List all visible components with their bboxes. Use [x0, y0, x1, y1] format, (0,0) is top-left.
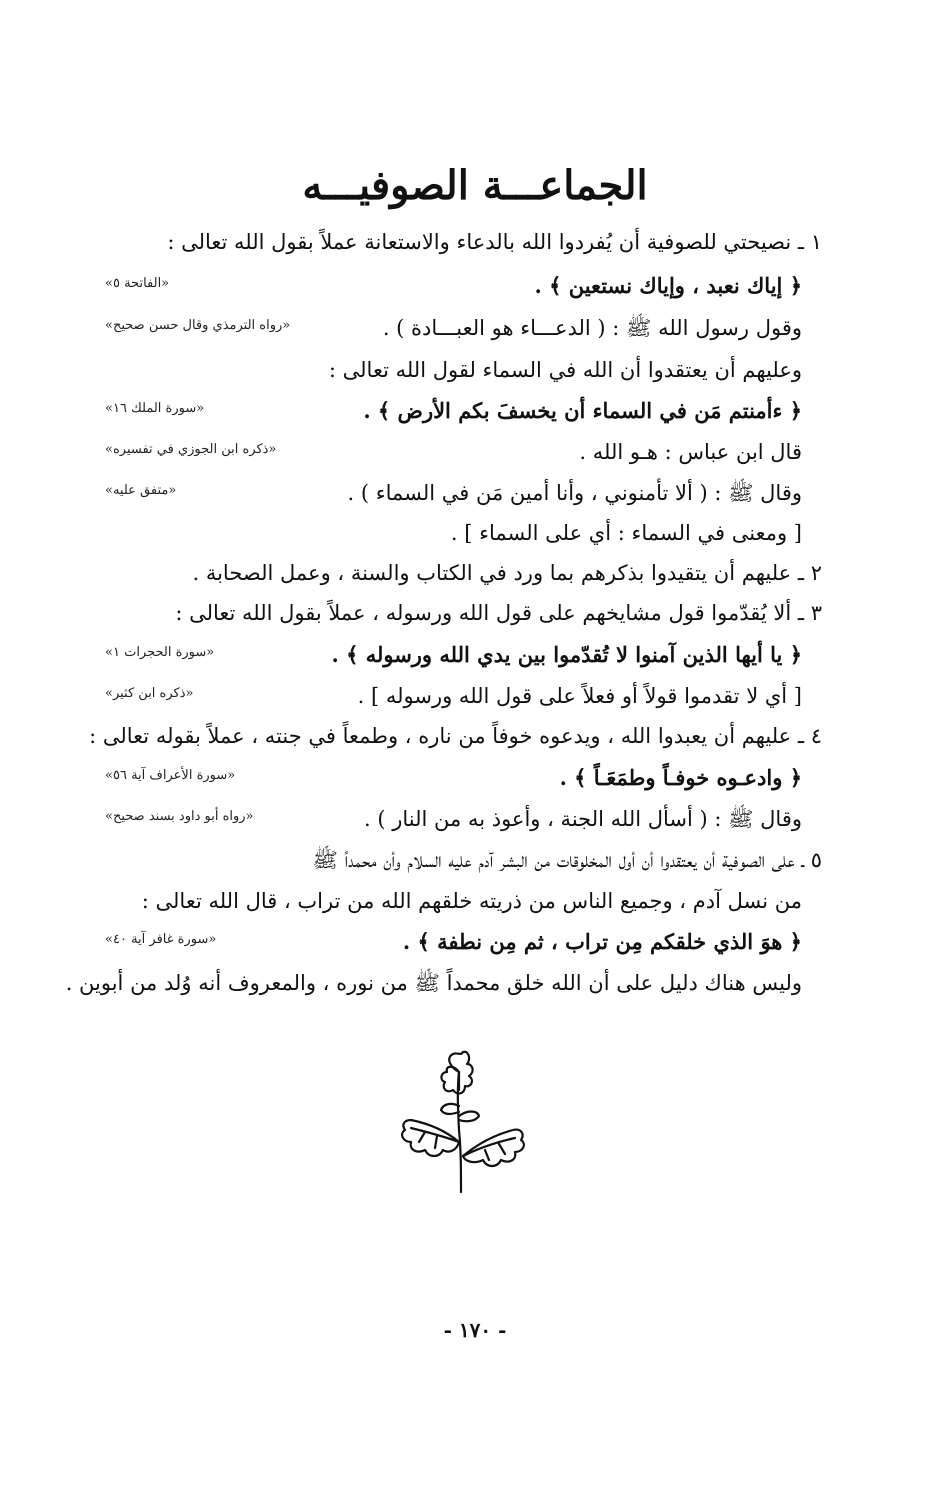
quran-verse-line: ﴿ هوَ الذي خلقكم مِن تراب ، ثم مِن نطفة ﴾ . — [402, 929, 802, 954]
quran-verse-line: ﴿ يا أيها الذين آمنوا لا تُقدّموا بين يدي الله ورسوله ﴾ . — [331, 642, 802, 667]
hadith-line: وقال ﷺ : ( أسأل الله الجنة ، وأعوذ به من النار ) . — [364, 807, 802, 831]
text-line: من نسل آدم ، وجميع الناس من ذريته خلقهم الله من تراب ، قال الله تعالى : — [141, 889, 802, 913]
text-line: وليس هناك دليل على أن الله خلق محمداً ﷺ من نوره ، والمعروف أنه وُلد من أبوين . — [65, 971, 802, 995]
citation-ref: «سورة غافر آية ٤٠» — [105, 932, 217, 947]
citation-ref: «ذكره ابن كثير» — [105, 686, 194, 701]
citation-ref: «سورة الأعراف آية ٥٦» — [105, 768, 236, 783]
text-line-2: ٢ ـ عليهم أن يتقيدوا بذكرهم بما ورد في الكتاب والسنة ، وعمل الصحابة . — [192, 561, 822, 585]
citation-ref: «رواه أبو داود بسند صحيح» — [105, 809, 254, 824]
citation-ref: «ذكره ابن الجوزي في تفسيره» — [105, 442, 277, 457]
leaf-branch-icon — [395, 1050, 535, 1200]
citation-ref: «سورة الملك ١٦» — [105, 401, 205, 416]
citation-ref: «سورة الحجرات ١» — [105, 645, 215, 660]
quran-verse-line: ﴿ وادعـوه خوفـاً وطمَعَـاً ﴾ . — [559, 765, 802, 790]
text-line: وعليهم أن يعتقدوا أن الله في السماء لقول الله تعالى : — [328, 358, 802, 382]
text-line-1: ١ ـ نصيحتي للصوفية أن يُفردوا الله بالدعاء والاستعانة عملاً بقول الله تعالى : — [167, 230, 822, 254]
hadith-line: وقول رسول الله ﷺ : ( الدعـــاء هو العبـــادة ) . — [382, 316, 802, 340]
text-line: [ أي لا تقدموا قولاً أو فعلاً على قول الله ورسوله ] . — [357, 684, 802, 708]
citation-ref: «متفق عليه» — [105, 483, 177, 498]
text-line: قال ابن عباس : هـو الله . — [579, 440, 802, 464]
text-line: [ ومعنى في السماء : أي على السماء ] . — [450, 521, 802, 545]
citation-ref: «الفاتحة ٥» — [105, 276, 170, 291]
quran-verse-line: ﴿ إياك نعبد ، وإياك نستعين ﴾ . — [534, 273, 802, 298]
citation-ref: «رواه الترمذي وقال حسن صحيح» — [105, 318, 291, 333]
page-title: الجماعـــة الصوفيـــه — [302, 162, 648, 209]
text-line-3: ٣ ـ ألا يُقدّموا قول مشايخهم على قول الله ورسوله ، عملاً بقول الله تعالى : — [175, 601, 822, 625]
page-number: - ١٧٠ - — [443, 1318, 507, 1342]
text-line-4: ٤ ـ عليهم أن يعبدوا الله ، ويدعوه خوفاً من ناره ، وطمعاً في جنته ، عملاً بقوله تعالى : — [89, 724, 822, 748]
hadith-line: وقال ﷺ : ( ألا تأمنوني ، وأنا أمين مَن في السماء ) . — [347, 481, 802, 505]
text-line-5: ٥ ـ على الصوفية أن يعتقدوا أن أول المخلوقات من البشر آدم عليه السلام وأن محمداً ﷺ — [312, 848, 822, 872]
quran-verse-line: ﴿ ءأمنتم مَن في السماء أن يخسفَ بكم الأرض ﴾ . — [363, 398, 802, 423]
